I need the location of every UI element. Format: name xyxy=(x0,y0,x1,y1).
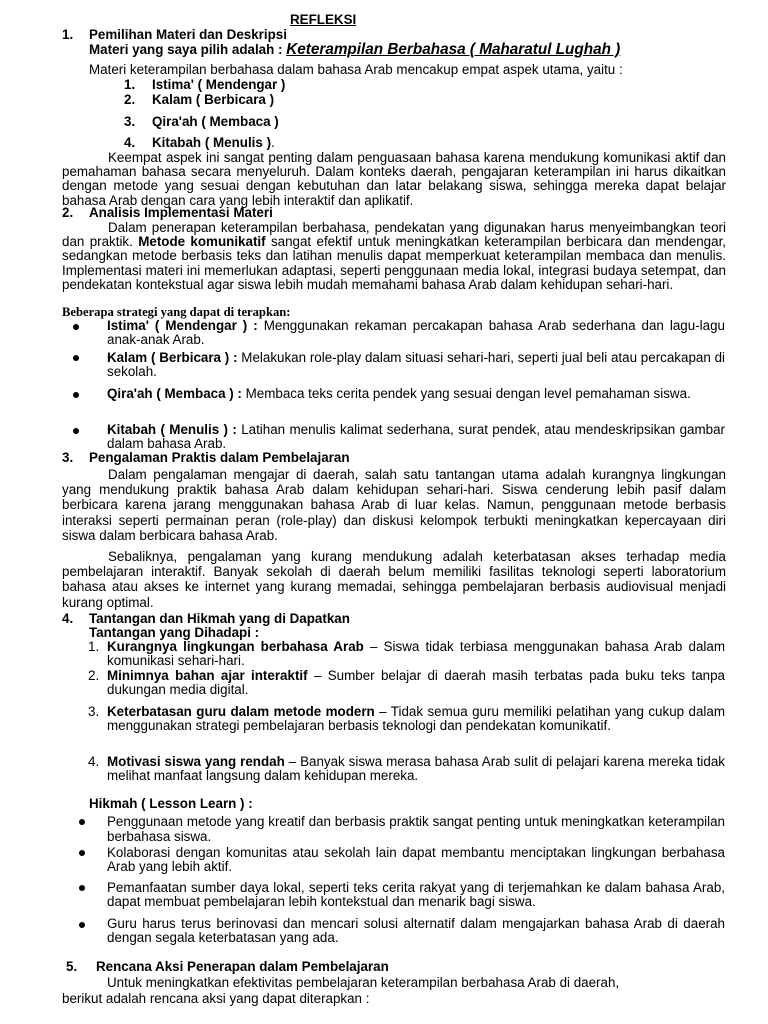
strategy-istima-label: Istima' ( Mendengar ) : xyxy=(107,318,258,333)
hikmah-item-4: Guru harus terus berinovasi dan mencari solusi alternatif dalam mengajarkan bahasa Arab di daerah dengan segala keterbatasan yang ada. xyxy=(107,916,725,946)
bullet-icon xyxy=(79,922,85,928)
section-2-paragraph-after: sangat efektif untuk meningkatkan keterampilan berbicara dan mendengar, sedangkan metode berbasis teks dan latihan menulis dapat memperkuat keterampilan membaca dan menulis. Implementasi materi ini memerlukan adaptasi, seperti penggunaan media lokal, integrasi budaya setempat, dan pendekatan kontekstual agar siswa lebih mudah memahami bahasa Arab dalam kehidupan sehari-hari. xyxy=(62,234,727,292)
aspect-3-text: Qira'ah ( Membaca ) xyxy=(152,114,279,129)
aspect-4-line xyxy=(152,136,275,150)
challenge-2-number: 2. xyxy=(88,668,100,683)
strategy-kalam-text: Melakukan role-play dalam situasi sehari-hari, seperti jual beli atau percakapan di sekolah. xyxy=(107,350,725,380)
bullet-icon xyxy=(73,324,79,330)
strategy-qiraah xyxy=(107,387,725,401)
strategy-heading: Beberapa strategi yang dapat di terapkan: xyxy=(62,305,291,319)
challenge-4-number: 4. xyxy=(88,754,100,769)
strategy-qiraah-text: Membaca teks cerita pendek yang sesuai dengan level pemahaman siswa. xyxy=(245,386,691,401)
aspect-4-text: Kitabah ( Menulis ) xyxy=(152,135,272,150)
challenges-heading: Tantangan yang Dihadapi : xyxy=(89,625,260,640)
section-4-number: 4. xyxy=(62,611,74,626)
hikmah-item-3: Pemanfaatan sumber daya lokal, seperti teks cerita rakyat yang di terjemahkan ke dalam bahasa Arab, dapat membuat pembelajaran lebih kontekstual dan menarik bagi siswa. xyxy=(107,880,725,910)
section-3-paragraph-1: Dalam pengalaman mengajar di daerah, salah satu tantangan utama adalah kurangnya lingkungan yang mendukung praktik bahasa Arab dalam kehidupan sehari-hari. Siswa cenderung lebih pasif dalam berbicara karena jarang menggunakan bahasa Arab di luar kelas. Namun, penggunaan metode berbasis interaksi seperti permainan peran (role-play) dan diskusi kelompok terbukti meningkatkan kepercayaan diri siswa dalam berbicara bahasa Arab. xyxy=(62,467,726,543)
strategy-istima xyxy=(107,319,725,347)
challenge-3-label: Keterbatasan guru dalam metode modern xyxy=(107,704,375,719)
challenge-3 xyxy=(107,705,725,733)
metode-komunikatif: Metode komunikatif xyxy=(138,234,266,250)
challenge-3-number: 3. xyxy=(88,704,100,719)
challenge-1-number: 1. xyxy=(88,639,100,654)
section-2-paragraph-before: Dalam penerapan keterampilan berbahasa, pendekatan yang digunakan harus menyeimbangkan teori dan praktik. xyxy=(62,220,726,250)
aspect-1-text: Istima' ( Mendengar ) xyxy=(152,77,286,92)
section-3-heading: Pengalaman Praktis dalam Pembelajaran xyxy=(89,450,350,465)
section-5-paragraph-2: berikut adalah rencana aksi yang dapat diterapkan : xyxy=(62,991,370,1006)
strategy-kalam xyxy=(107,351,725,379)
bullet-icon xyxy=(73,392,79,398)
challenge-2-label: Minimnya bahan ajar interaktif xyxy=(107,668,308,683)
section-3-paragraph-2: Sebaliknya, pengalaman yang kurang mendukung adalah keterbatasan akses terhadap media pembelajaran interaktif. Banyak sekolah di daerah belum memiliki fasilitas teknologi seperti laboratorium bahasa atau akses ke internet yang kurang memadai, sehingga pembelajaran berbasis audiovisual menjadi kurang optimal. xyxy=(62,549,726,610)
hikmah-item-2: Kolaborasi dengan komunitas atau sekolah lain dapat membantu menciptakan lingkungan berbahasa Arab yang lebih aktif. xyxy=(107,845,725,875)
strategy-kitabah-text: Latihan menulis kalimat sederhana, surat pendek, atau mendeskripsikan gambar dalam bahasa Arab. xyxy=(107,422,725,452)
strategy-kitabah-label: Kitabah ( Menulis ) : xyxy=(107,422,237,437)
aspect-4-tail: . xyxy=(271,135,275,150)
section-5-paragraph-1: Untuk meningkatkan efektivitas pembelajaran keterampilan berbahasa Arab di daerah, xyxy=(107,975,620,990)
strategy-istima-text: Menggunakan rekaman percakapan bahasa Arab sederhana dan lagu-lagu anak-anak Arab. xyxy=(107,318,725,348)
strategy-kalam-label: Kalam ( Berbicara ) : xyxy=(107,350,238,365)
section-2-paragraph xyxy=(62,221,726,292)
section-1-number: 1. xyxy=(62,27,74,42)
section-5-heading: Rencana Aksi Penerapan dalam Pembelajaran xyxy=(96,959,389,974)
challenge-1-label: Kurangnya lingkungan berbahasa Arab xyxy=(107,639,364,654)
document-title: REFLEKSI xyxy=(290,12,357,27)
aspect-1-number: 1. xyxy=(124,77,136,92)
section-4-heading: Tantangan dan Hikmah yang di Dapatkan xyxy=(89,611,350,626)
challenge-4 xyxy=(107,755,725,783)
bullet-icon xyxy=(79,885,85,891)
bullet-icon xyxy=(79,850,85,856)
challenge-3-text: – Tidak semua guru memiliki pelatihan yang cukup dalam menggunakan strategi pembelajaran berbasis teknologi dan pendekatan komunikatif. xyxy=(107,704,725,734)
bullet-icon xyxy=(73,355,79,361)
section-2-heading: Analisis Implementasi Materi xyxy=(89,205,273,220)
bullet-icon xyxy=(73,428,79,434)
challenge-4-text: – Banyak siswa merasa bahasa Arab sulit di pelajari karena mereka tidak melihat manfaat langsung dalam kehidupan mereka. xyxy=(107,754,725,784)
hikmah-item-1: Penggunaan metode yang kreatif dan berbasis praktik sangat penting untuk meningkatkan keterampilan berbahasa siswa. xyxy=(107,814,725,844)
bullet-icon xyxy=(79,819,85,825)
section-1-intro: Materi keterampilan berbahasa dalam bahasa Arab mencakup empat aspek utama, yaitu : xyxy=(89,62,623,77)
strategy-kitabah xyxy=(107,423,725,451)
challenge-4-label: Motivasi siswa yang rendah xyxy=(107,754,285,769)
challenge-1-text: – Siswa tidak terbiasa menggunakan bahasa Arab dalam komunikasi sehari-hari. xyxy=(107,639,725,669)
section-5-number: 5. xyxy=(66,959,78,974)
strategy-qiraah-label: Qira'ah ( Membaca ) : xyxy=(107,386,242,401)
materi-title: Keterampilan Berbahasa ( Maharatul Lughah ) xyxy=(286,41,621,58)
challenge-2-text: – Sumber belajar di daerah masih terbatas pada buku teks tanpa dukungan media digital. xyxy=(107,668,725,698)
hikmah-heading: Hikmah ( Lesson Learn ) : xyxy=(89,796,253,811)
aspect-2-number: 2. xyxy=(124,92,136,107)
aspect-3-number: 3. xyxy=(124,114,136,129)
challenge-2 xyxy=(107,669,725,697)
materi-line xyxy=(89,43,620,57)
aspect-4-number: 4. xyxy=(124,135,136,150)
section-3-number: 3. xyxy=(62,450,74,465)
materi-prefix: Materi yang saya pilih adalah : xyxy=(89,42,283,57)
aspect-2-text: Kalam ( Berbicara ) xyxy=(152,92,275,107)
challenge-1 xyxy=(107,640,725,668)
section-2-number: 2. xyxy=(62,205,74,220)
section-1-paragraph: Keempat aspek ini sangat penting dalam penguasaan bahasa karena mendukung komunikasi aktif dan pemahaman bahasa secara menyeluruh. Dalam konteks daerah, pengajaran keterampilan ini harus dikaitkan dengan metode yang sesuai dengan kebutuhan dan latar belakang siswa, sehingga mereka dapat belajar bahasa Arab dengan cara yang lebih interaktif dan aplikatif. xyxy=(62,150,726,208)
section-1-heading: Pemilihan Materi dan Deskripsi xyxy=(89,27,287,42)
